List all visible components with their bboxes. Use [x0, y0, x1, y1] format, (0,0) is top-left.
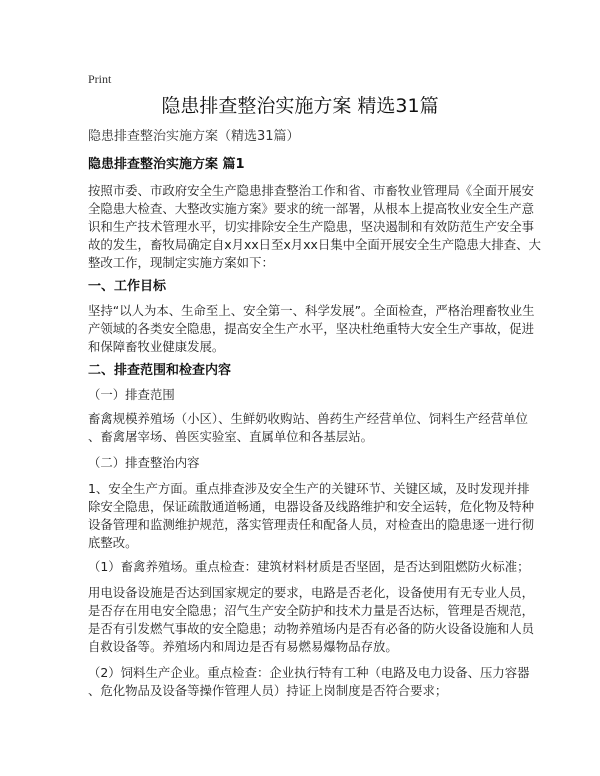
text-line: 用电设备设施是否达到国家规定的要求，电路是否老化，设备使用有无专业人员，	[88, 585, 535, 600]
item1a-paragraph: （1）畜禽养殖场。重点检查：建筑材料材质是否坚固，是否达到阻燃防火标准；	[88, 559, 530, 574]
text-line: 整改工作，现制定实施方案如下：	[88, 255, 274, 270]
text-line: （2）饲料生产企业。重点检查：企业执行特有工种（电路及电力设备、压力容器	[88, 665, 530, 680]
document-subtitle: 隐患排查整治实施方案（精选31篇）	[88, 129, 300, 144]
text-line: 故的发生，畜牧局确定自x月xx日至x月xx日集中全面开展安全生产隐患大排查、大	[88, 237, 541, 252]
text-line: 底整改。	[88, 535, 138, 550]
text-line: 是否有引发燃气事故的安全隐患；动物养殖场内是否有必备的防火设备设施和人员	[88, 621, 535, 636]
document-title: 隐患排查整治实施方案 精选31篇	[161, 95, 439, 117]
text-line: 、畜禽屠宰场、兽医实验室、直属单位和各基层站。	[88, 429, 373, 444]
text-line: 和保障畜牧业健康发展。	[88, 339, 225, 354]
intro-paragraph	[88, 182, 588, 272]
text-line: 坚持“以人为本、生命至上、安全第一、科学发展”。全面检查，严格治理畜牧业生	[88, 303, 535, 318]
heading-work-goal: 一、工作目标	[88, 279, 167, 294]
goal-paragraph	[88, 302, 588, 356]
item1-paragraph	[88, 480, 588, 552]
text-line: 自救设备等。养殖场内和周边是否有易燃易爆物品存放。	[88, 639, 398, 654]
text-line: 产领域的各类安全隐患，提高安全生产水平，坚决杜绝重特大安全生产事故，促进	[88, 321, 535, 336]
text-line: 1、安全生产方面。重点排查涉及安全生产的关键环节、关键区域，及时发现并排	[88, 481, 530, 496]
text-line: 畜禽规模养殖场（小区）、生鲜奶收购站、兽药生产经营单位、饲料生产经营单位	[88, 411, 528, 426]
heading-scope: 二、排查范围和检查内容	[88, 363, 232, 378]
item1b-paragraph	[88, 584, 588, 656]
section-heading: 隐患排查整治实施方案 篇1	[88, 157, 245, 172]
text-line: 除安全隐患，保证疏散通道畅通，电器设备及线路维护和安全运转，危化物及特种	[88, 499, 535, 514]
text-line: 识和生产技术管理水平，切实排除安全生产隐患，坚决遏制和有效防范生产安全事	[88, 219, 535, 234]
text-line: 、危化物品及设备等操作管理人员）持证上岗制度是否符合要求；	[88, 683, 448, 698]
text-line: 全隐患大检查、大整改实施方案》要求的统一部署，从根本上提高牧业安全生产意	[88, 201, 535, 216]
text-line: 是否存在用电安全隐患；沼气生产安全防护和技术力量是否达标，管理是否规范，	[88, 603, 535, 618]
scope-paragraph	[88, 410, 588, 446]
print-label[interactable]: Print	[88, 72, 112, 86]
subheading-scope: （一）排查范围	[88, 387, 175, 402]
subheading-content: （二）排查整治内容	[88, 455, 200, 470]
text-line: 按照市委、市政府安全生产隐患排查整治工作和省、市畜牧业管理局《全面开展安	[88, 183, 535, 198]
text-line: 设备管理和监测维护规范，落实管理责任和配备人员，对检查出的隐患逐一进行彻	[88, 517, 535, 532]
item2-paragraph	[88, 664, 588, 700]
